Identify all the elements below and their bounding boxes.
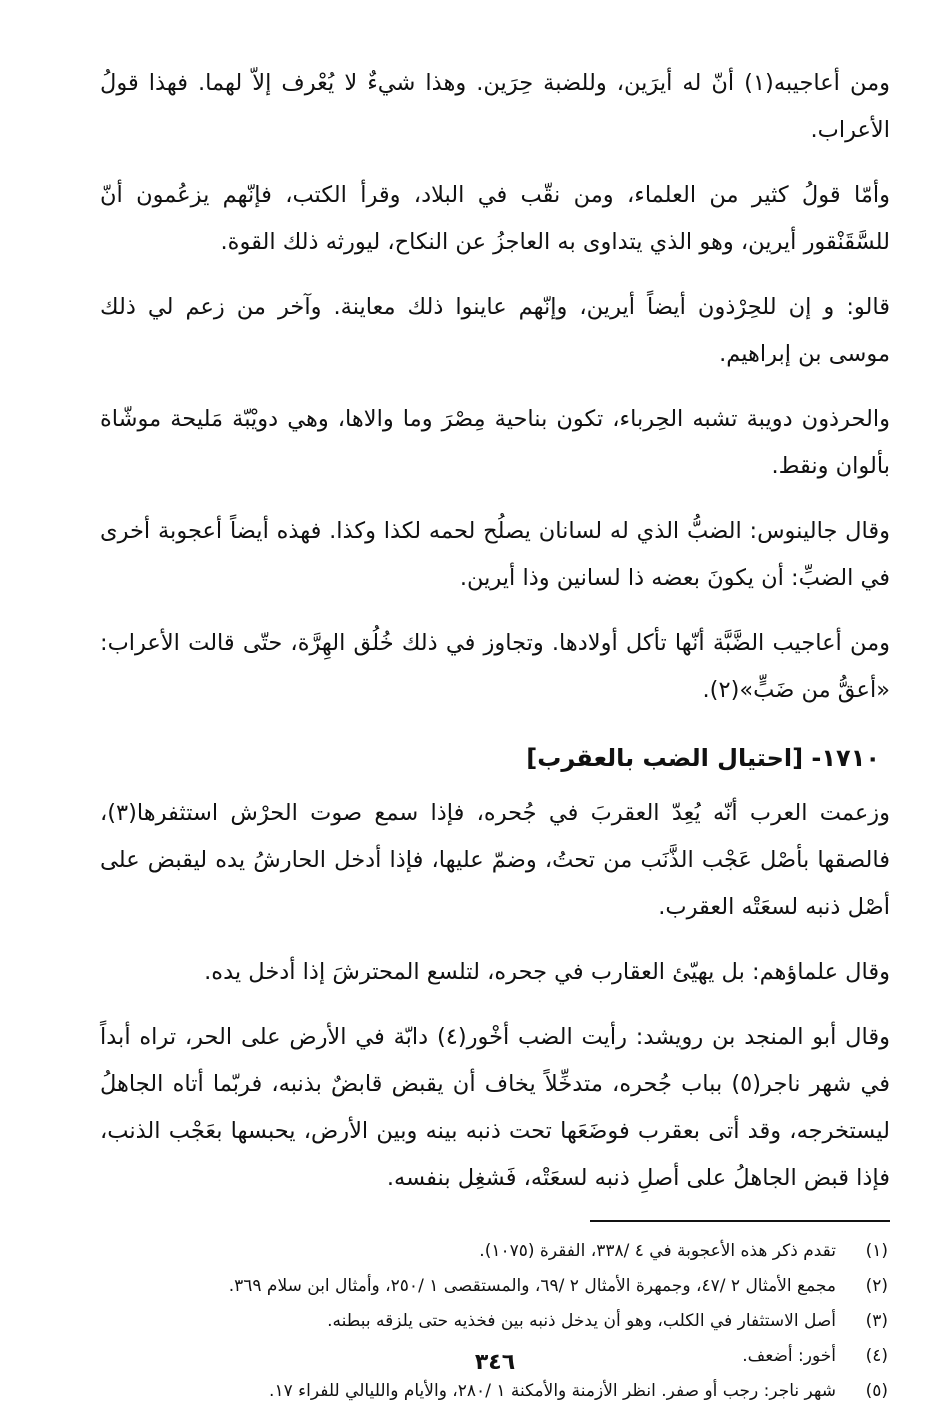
- footnote-number: (٢): [865, 1276, 888, 1296]
- footnote-number: (٤): [865, 1346, 888, 1366]
- page-number: ٣٤٦: [474, 1350, 516, 1375]
- paragraph: ومن أعاجيب الضَّبَّة أنّها تأكل أولادها. وتجاوز في ذلك خُلُق الهِرَّة، حتّى قالت الأعراب: «أعقُّ من ضَبٍّ»(٢).: [100, 630, 890, 703]
- paragraph: قالو: و إن للحِرْذون أيضاً أيرين، وإنّهم عاينوا ذلك معاينة. وآخر من زعم لي ذلك موسى بن إبراهيم.: [100, 294, 890, 367]
- book-page: [100, 60, 890, 1401]
- footnote: [100, 1304, 890, 1339]
- footnote-text: أخور: أضعف.: [742, 1346, 836, 1366]
- footnotes-list: [100, 1234, 890, 1409]
- footnote-text: تقدم ذكر هذه الأعجوبة في ٤ /٣٣٨، الفقرة (١٠٧٥).: [479, 1241, 836, 1261]
- section-paragraph: وقال علماؤهم: بل يهيّئ العقارب في جحره، لتلسع المحترشَ إذا أدخل يده.: [204, 959, 890, 985]
- footnote-text: مجمع الأمثال ٢ /٤٧، وجمهرة الأمثال ٢ /٦٩، والمستقصى ١ /٢٥٠، وأمثال ابن سلام ٣٦٩.: [228, 1276, 836, 1296]
- footnote-number: (١): [865, 1241, 888, 1261]
- footnote: [100, 1374, 890, 1409]
- footnote-number: (٥): [865, 1381, 888, 1401]
- paragraph: ومن أعاجيبه(١) أنّ له أيرَين، وللضبة حِرَين. وهذا شيءٌ لا يُعْرف إلاّ لهما. فهذا قولُ الأعراب.: [100, 70, 890, 143]
- footnote: [100, 1269, 890, 1304]
- footnote-text: أصل الاستثفار في الكلب، وهو أن يدخل ذنبه بين فخذيه حتى يلزقه ببطنه.: [327, 1311, 836, 1331]
- section-paragraph: وزعمت العرب أنّه يُعِدّ العقربَ في جُحره، فإذا سمع صوت الحرْش استثفرها(٣)، فالصقها بأصْل عَجْب الذَّنَب من تحتُ، وضمّ عليها، فإذا أدخل الحارشُ يده ليقبض على أصْل ذنبه لسعَتْه العقرب.: [100, 800, 890, 920]
- section-heading: ١٧١٠- [احتيال الضب بالعقرب]: [526, 744, 880, 772]
- section-paragraph: وقال أبو المنجد بن رويشد: رأيت الضب أخْور(٤) دابّة في الأرض على الحر، تراه أبداً في شهر ناجر(٥) بباب جُحره، متدخِّلاً يخاف أن يقبض قابضٌ بذنبه، فربّما أتاه الجاهلُ ليستخرجه، وقد أتى بعقرب فوضَعَها تحت ذنبه بينه وبين الأرض، يحبسها بعَجْب الذنب، فإذا قبض الجاهلُ على أصلِ ذنبه لسعَتْه، فَشغِل بنفسه.: [100, 1024, 890, 1191]
- paragraph: وقال جالينوس: الضبُّ الذي له لسانان يصلُح لحمه لكذا وكذا. فهذه أيضاً أعجوبة أخرى في الضبِّ: أن يكونَ بعضه ذا لسانين وذا أيرين.: [100, 518, 890, 591]
- footnote-number: (٣): [865, 1311, 888, 1331]
- paragraph: والحرذون دويبة تشبه الحِرباء، تكون بناحية مِصْرَ وما والاها، وهي دويْبّة مَليحة موشّاة بألوان ونقط.: [100, 406, 890, 479]
- footnote: [100, 1234, 890, 1269]
- footnote-text: شهر ناجر: رجب أو صفر. انظر الأزمنة والأمكنة ١ /٢٨٠، والأيام والليالي للفراء ١٧.: [269, 1381, 836, 1401]
- paragraph: وأمّا قولُ كثير من العلماء، ومن نقّب في البلاد، وقرأ الكتب، فإنّهم يزعُمون أنّ للسَّقَنْقور أيرين، وهو الذي يتداوى به العاجزُ عن النكاح، ليورثه ذلك القوة.: [100, 182, 890, 255]
- footnote-divider: [590, 1220, 890, 1222]
